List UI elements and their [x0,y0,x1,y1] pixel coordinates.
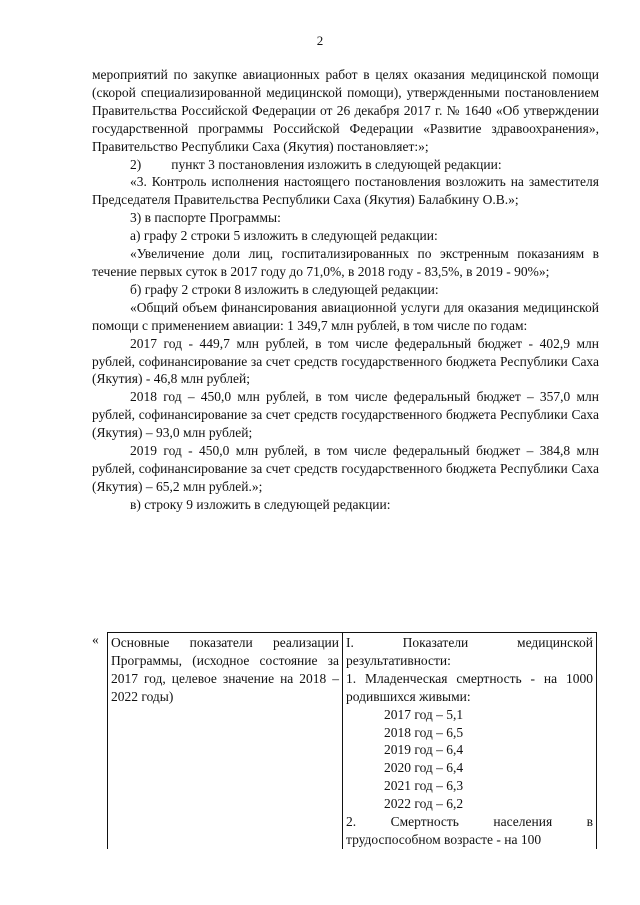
paragraph-text: пункт 3 постановления изложить в следующей редакции: [171,156,502,172]
indicator-item-1: 1. Младенческая смертность - на 1000 родившихся живыми: [346,670,593,704]
document-body [92,66,599,514]
paragraph: 2017 год - 449,7 млн рублей, в том числе федеральный бюджет - 402,9 млн рублей, софинансирование за счет средств государственного бюджета Республики Саха (Якутия) - 46,8 млн рублей; [92,335,599,387]
indicator-heading: I. Показатели медицинской результативности: [346,635,593,668]
indicator-item-2: 2. Смертность населения в трудоспособном возрасте - на 100 [346,814,593,847]
table-row [108,633,597,849]
paragraph: 3) в паспорте Программы: [130,210,281,226]
paragraph: «Увеличение доли лиц, госпитализированных по экстренным показаниям в течение первых суток в 2017 году до 71,0%, в 2018 году - 83,5%, в 2019 - 90%»; [92,246,599,279]
paragraph: б) графу 2 строки 8 изложить в следующей редакции: [130,281,439,297]
numbered-paragraph [92,156,599,174]
paragraph: 2018 год – 450,0 млн рублей, в том числе федеральный бюджет – 357,0 млн рублей, софинансирование за счет средств государственного бюджета Республики Саха (Якутия) – 93,0 млн рублей; [92,389,599,441]
indicator-values-cell [343,633,597,849]
page-number: 2 [316,33,324,48]
year-value: 2018 год – 6,5 [384,724,464,740]
paragraph: а) графу 2 строки 5 изложить в следующей редакции: [130,228,438,244]
indicator-label-cell [108,633,343,849]
paragraph: 2019 год - 450,0 млн рублей, в том числе федеральный бюджет – 384,8 млн рублей, софинансирование за счет средств государственного бюджета Республики Саха (Якутия) – 65,2 млн рублей.»; [92,443,599,494]
year-value: 2017 год – 5,1 [384,706,464,722]
paragraph: в) строку 9 изложить в следующей редакции: [130,496,391,512]
item-number: 2) [130,156,142,172]
paragraph: «3. Контроль исполнения настоящего постановления возложить на заместителя Председателя Правительства Республики Саха (Якутия) Балабкину О.В.»; [92,174,599,208]
year-value: 2022 год – 6,2 [384,796,464,812]
year-value: 2020 год – 6,4 [384,760,464,776]
year-value: 2019 год – 6,4 [384,742,464,758]
paragraph: «Общий объем финансирования авиационной услуги для оказания медицинской помощи с применением авиации: 1 349,7 млн рублей, в том числе по годам: [92,299,599,333]
indicator-label: Основные показатели реализации Программы, (исходное состояние за 2017 год, целевое значение на 2018 – 2022 годы) [111,635,339,704]
table-quote-mark: « [92,632,99,647]
paragraph: мероприятий по закупке авиационных работ в целях оказания медицинской помощи (скорой специализированной медицинской помощи), утвержденными постановлением Правительства Российской Федерации от 26 декабря 2017 г. № 1640 «Об утверждении государственной программы Российской Федерации «Развитие здравоохранения», Правительство Республики Саха (Якутия) постановляет:»; [92,67,599,154]
year-value: 2021 год – 6,3 [384,778,464,794]
program-indicators-table [107,632,597,849]
